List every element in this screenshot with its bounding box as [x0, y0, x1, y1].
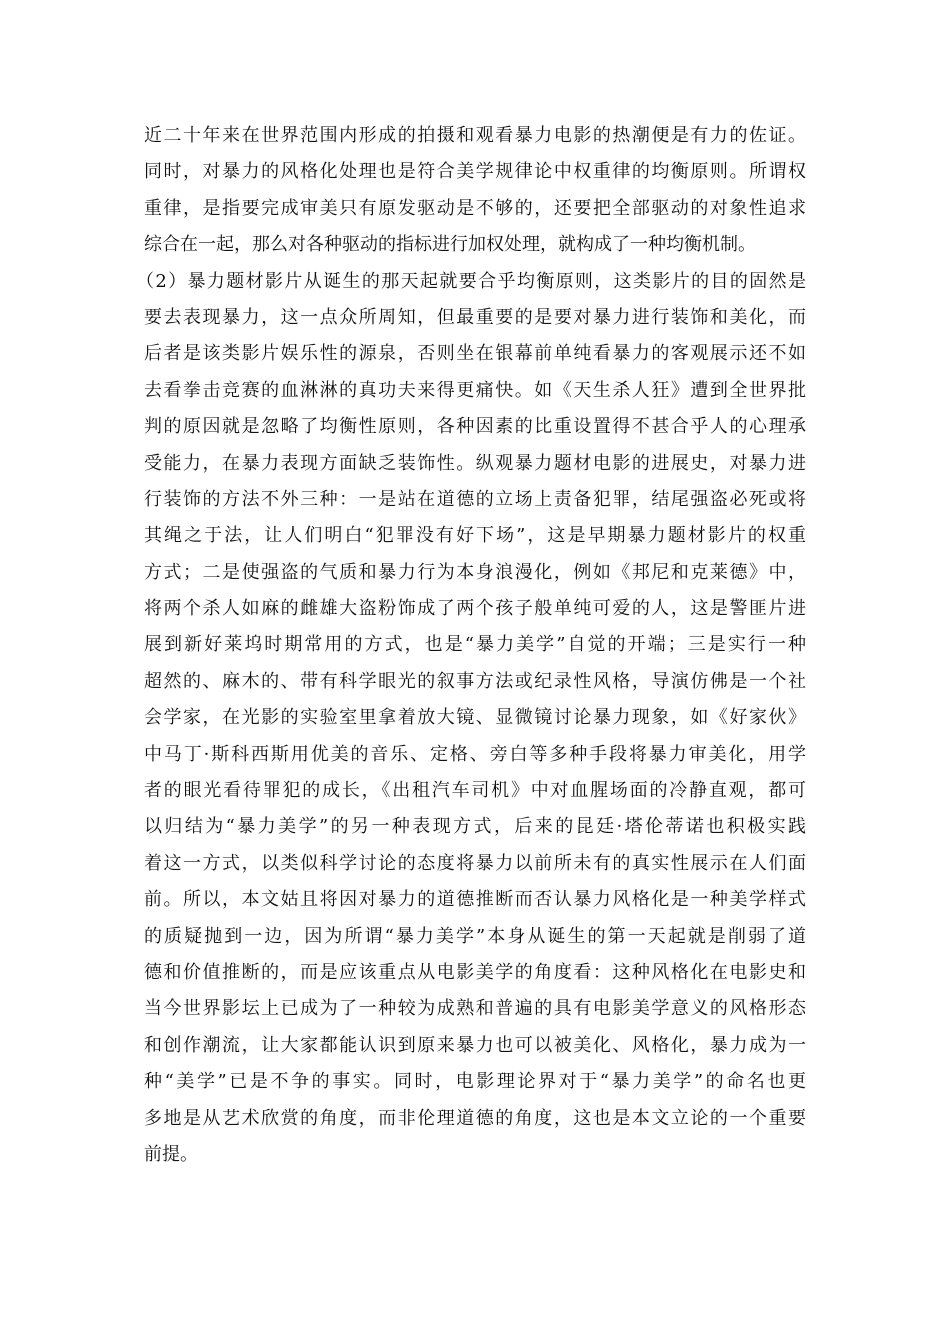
text-line: 近二十年来在世界范围内形成的拍摄和观看暴力电影的热潮便是有力的佐证。: [144, 125, 806, 146]
text-line: 方式；二是使强盗的气质和暴力行为本身浪漫化，例如《邦尼和克莱德》中，: [144, 561, 806, 583]
text-line: 判的原因就是忽略了均衡性原则，各种因素的比重设置得不甚合乎人的心理承: [144, 416, 806, 438]
text-line: 的质疑抛到一边，因为所谓“暴力美学”本身从诞生的第一天起就是削弱了道: [144, 925, 806, 947]
text-line: 以归结为“暴力美学”的另一种表现方式，后来的昆廷·塔伦蒂诺也积极实践: [144, 816, 806, 838]
text-line: 行装饰的方法不外三种：一是站在道德的立场上责备犯罪，结尾强盗必死或将: [144, 488, 806, 510]
text-line: 种“美学”已是不争的事实。同时，电影理论界对于“暴力美学”的命名也更: [144, 1071, 806, 1093]
text-line: 重律，是指要完成审美只有原发驱动是不够的，还要把全部驱动的对象性追求: [144, 197, 806, 219]
text-line: 综合在一起，那么对各种驱动的指标进行加权处理，就构成了一种均衡机制。: [144, 234, 756, 256]
text-line: 前提。: [144, 1143, 198, 1165]
text-line: 前。所以，本文姑且将因对暴力的道德推断而否认暴力风格化是一种美学样式: [144, 889, 806, 911]
text-line: 和创作潮流，让大家都能认识到原来暴力也可以被美化、风格化，暴力成为一: [144, 1034, 806, 1056]
text-line: 德和价值推断的，而是应该重点从电影美学的角度看：这种风格化在电影史和: [144, 961, 806, 983]
text-line: 多地是从艺术欣赏的角度，而非伦理道德的角度，这也是本文立论的一个重要: [144, 1107, 806, 1129]
text-line: 当今世界影坛上已成为了一种较为成熟和普遍的具有电影美学意义的风格形态: [144, 998, 806, 1020]
text-line: 其绳之于法，让人们明白“犯罪没有好下场”，这是早期暴力题材影片的权重: [144, 525, 806, 547]
text-line: 要去表现暴力，这一点众所周知，但最重要的是要对暴力进行装饰和美化，而: [144, 306, 806, 328]
text-line: 会学家，在光影的实验室里拿着放大镜、显微镜讨论暴力现象，如《好家伙》: [144, 707, 806, 729]
text-line: 中马丁·斯科西斯用优美的音乐、定格、旁白等多种手段将暴力审美化，用学: [144, 743, 806, 765]
text-line: 者的眼光看待罪犯的成长，《出租汽车司机》中对血腥场面的冷静直观，都可: [144, 780, 806, 802]
text-line: 将两个杀人如麻的雌雄大盗粉饰成了两个孩子般单纯可爱的人，这是警匪片进: [144, 598, 806, 620]
text-line: 去看拳击竞赛的血淋淋的真功夫来得更痛快。如《天生杀人狂》遭到全世界批: [144, 379, 806, 401]
text-line: 后者是该类影片娱乐性的源泉，否则坐在银幕前单纯看暴力的客观展示还不如: [144, 343, 806, 365]
text-line: 同时，对暴力的风格化处理也是符合美学规律论中权重律的均衡原则。所谓权: [144, 161, 806, 183]
text-line: （2）暴力题材影片从诞生的那天起就要合乎均衡原则，这类影片的目的固然是: [136, 270, 806, 292]
body-text: [136, 118, 806, 1173]
text-line: 展到新好莱坞时期常用的方式，也是“暴力美学”自觉的开端；三是实行一种: [144, 634, 806, 656]
text-line: 受能力，在暴力表现方面缺乏装饰性。纵观暴力题材电影的进展史，对暴力进: [144, 452, 806, 474]
text-line: 着这一方式，以类似科学讨论的态度将暴力以前所未有的真实性展示在人们面: [144, 852, 806, 874]
text-line: 超然的、麻木的、带有科学眼光的叙事方法或纪录性风格，导演仿佛是一个社: [144, 670, 806, 692]
